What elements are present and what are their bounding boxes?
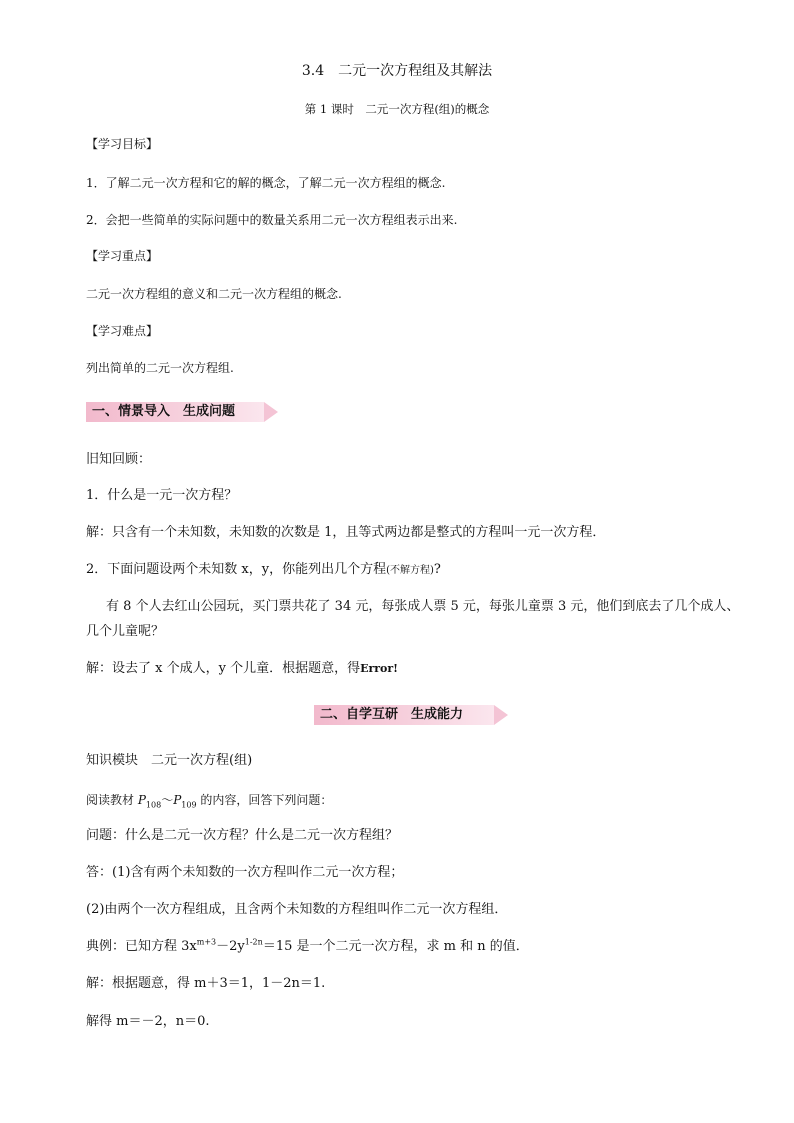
question-1: 1．什么是一元一次方程？ [86,488,238,503]
answer-1: 解：只含有一个未知数，未知数的次数是 1，且等式两边都是整式的方程叫一元一次方程． [86,525,606,540]
question-2-note: (不解方程) [386,565,434,576]
question-2-main: 2．下面问题设两个未知数 x，y，你能列出几个方程 [86,562,387,577]
problem-line-1: 有 8 个人去红山公园玩，买门票共花了 34 元，每张成人票 5 元，每张儿童票 3 元，他们到底去了几个成人、 [106,599,740,614]
question-2-end: ? [433,562,441,577]
objectives-label: 【学习目标】 [86,137,159,151]
section-banner-1 [86,402,278,422]
example-problem [86,938,529,956]
exponent-2: 1-2n [244,937,263,947]
section-banner-1-text: 一、情景导入 生成问题 [92,404,236,419]
answer-2-text: 解：设去了 x 个成人，y 个儿童．根据题意，得 [86,661,361,676]
difficulties-label: 【学习难点】 [86,324,159,338]
review-label: 旧知回顾： [86,452,152,467]
banner-arrow-icon [494,705,508,725]
page-ref-1-sub: 108 [145,800,162,810]
error-text: Error! [360,662,399,675]
exponent-1: m+3 [196,937,217,947]
section-banner-2-text: 二、自学互研 生成能力 [320,707,464,722]
key-points-label: 【学习重点】 [86,249,159,263]
banner-arrow-icon [264,402,278,422]
reading-prefix: 阅读教材 [86,793,138,807]
key-points-text: 二元一次方程组的意义和二元一次方程组的概念. [86,287,342,301]
objective-item-2: 2．会把一些简单的实际问题中的数量关系用二元一次方程组表示出来. [86,213,458,227]
difficulties-text: 列出简单的二元一次方程组. [86,361,234,375]
question-text: 问题：什么是二元一次方程？什么是二元一次方程组？ [86,828,399,843]
section-banner-2 [314,705,508,725]
page-ref-2: P [173,793,182,807]
answer-part-2: (2)由两个一次方程组成，且含两个未知数的方程组叫作二元一次方程组． [86,902,508,917]
example-suffix: ＝15 是一个二元一次方程，求 m 和 n 的值． [262,939,529,954]
problem-line-2: 几个儿童呢？ [86,624,165,639]
example-mid: －2y [216,939,245,954]
objective-item-1: 1．了解二元一次方程和它的解的概念，了解二元一次方程组的概念. [86,176,446,190]
solution-line-2: 解得 m＝－2，n＝0. [86,1014,210,1029]
reading-suffix: 的内容，回答下列问题： [196,793,333,807]
answer-part-1: 答：(1)含有两个未知数的一次方程叫作二元一次方程； [86,865,404,880]
page-ref-2-sub: 109 [181,800,197,810]
reading-instruction [86,791,332,809]
page-subtitle: 第 1 课时 二元一次方程(组)的概念 [304,102,490,116]
module-title: 知识模块 二元一次方程(组) [86,753,253,768]
question-2 [86,561,441,580]
reading-tilde: ～ [161,793,174,807]
solution-line-1: 解：根据题意，得 m＋3＝1，1－2n＝1. [86,976,326,991]
example-prefix: 典例：已知方程 3x [86,939,197,954]
answer-2 [86,660,398,678]
page-title: 3.4 二元一次方程组及其解法 [301,63,493,79]
page-ref-1: P [137,793,146,807]
